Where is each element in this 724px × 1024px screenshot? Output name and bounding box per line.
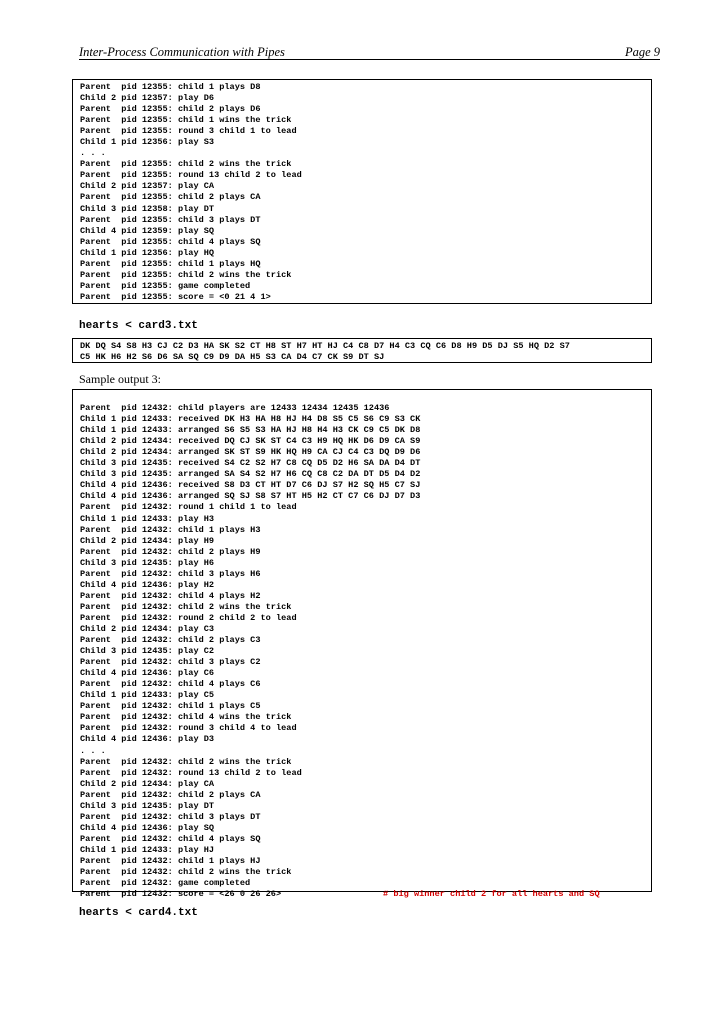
output-line: Parent pid 12355: game completed <box>80 280 251 291</box>
output-line: Parent pid 12355: child 1 plays D8 <box>80 82 261 92</box>
score-text: Parent pid 12432: score = <26 0 26 26> <box>80 889 282 900</box>
output-line: Parent pid 12355: child 2 wins the trick <box>80 159 292 170</box>
output-line: Parent pid 12432: child 1 plays H3 <box>80 524 261 535</box>
command-card4: hearts < card4.txt <box>79 907 198 919</box>
output-line: Parent pid 12432: child 4 plays H2 <box>80 590 261 601</box>
score-line <box>80 889 651 900</box>
output-line: C5 HK H6 H2 S6 D6 SA SQ C9 D9 DA H5 S3 CA D4 C7 CK S9 DT SJ <box>80 352 385 363</box>
output-line: Child 3 pid 12358: play DT <box>80 203 215 214</box>
output-line: Parent pid 12432: round 13 child 2 to lead <box>80 767 302 778</box>
output-line: Child 1 pid 12433: received DK H3 HA H8 HJ H4 D8 S5 C5 S6 C9 S3 CK <box>80 414 421 425</box>
output-line: Child 2 pid 12357: play CA <box>80 181 215 192</box>
output-line: Child 1 pid 12433: arranged S6 S5 S3 HA HJ H8 H4 H3 CK C9 C5 DK D8 <box>80 425 421 436</box>
output-line: Child 2 pid 12434: arranged SK ST S9 HK HQ H9 CA CJ C4 C3 DQ D9 D6 <box>80 447 421 458</box>
output-box-1 <box>72 79 652 304</box>
output-line: Parent pid 12432: round 1 child 1 to lead <box>80 502 297 513</box>
card3-input-box <box>72 338 652 363</box>
output-line: Child 2 pid 12434: play CA <box>80 778 215 789</box>
output-line: Parent pid 12355: child 4 plays SQ <box>80 236 261 247</box>
output-line: Parent pid 12432: child 3 plays DT <box>80 811 261 822</box>
output-line: Parent pid 12432: child 4 plays C6 <box>80 679 261 690</box>
output-line: Parent pid 12432: child 3 plays C2 <box>80 657 261 668</box>
output-line: Child 1 pid 12433: play H3 <box>80 513 215 524</box>
output-line: Child 2 pid 12434: play C3 <box>80 623 215 634</box>
page-number: Page 9 <box>624 45 660 59</box>
document-title: Inter-Process Communication with Pipes <box>79 45 285 59</box>
output-line: Parent pid 12355: child 1 plays HQ <box>80 258 261 269</box>
output-line: Parent pid 12432: round 2 child 2 to lead <box>80 612 297 623</box>
output-line: Child 3 pid 12435: play C2 <box>80 646 215 657</box>
output-line: Parent pid 12355: child 2 plays CA <box>80 192 261 203</box>
output-line: Parent pid 12432: child 2 plays C3 <box>80 635 261 646</box>
output-line: Parent pid 12432: child 2 wins the trick <box>80 756 292 767</box>
output-line: Parent pid 12432: child 4 wins the trick <box>80 712 292 723</box>
output-line: Child 1 pid 12356: play HQ <box>80 247 215 258</box>
sample-output-3-label: Sample output 3: <box>79 372 161 386</box>
output-line: Child 2 pid 12434: received DQ CJ SK ST C4 C3 H9 HQ HK D6 D9 CA S9 <box>80 436 421 447</box>
output-line: Child 3 pid 12435: received S4 C2 S2 H7 C8 CQ D5 D2 H6 SA DA D4 DT <box>80 458 421 469</box>
output-line: Parent pid 12355: score = <0 21 4 1> <box>80 291 271 302</box>
output-line: Parent pid 12432: child 1 plays C5 <box>80 701 261 712</box>
output-line: Child 4 pid 12359: play SQ <box>80 225 215 236</box>
output-line: Child 3 pid 12435: arranged SA S4 S2 H7 H6 CQ C8 C2 DA DT D5 D4 D2 <box>80 469 421 480</box>
output-line: Child 3 pid 12435: play H6 <box>80 557 215 568</box>
output-line: Parent pid 12432: round 3 child 4 to lead <box>80 723 297 734</box>
output-line: Child 4 pid 12436: received S8 D3 CT HT D7 C6 DJ S7 H2 SQ H5 C7 SJ <box>80 480 421 491</box>
output-line: Child 4 pid 12436: play C6 <box>80 668 215 679</box>
output-line: Child 1 pid 12356: play S3 <box>80 137 215 148</box>
output-line: Child 1 pid 12433: play C5 <box>80 690 215 701</box>
output-line: Parent pid 12355: child 1 wins the trick <box>80 115 292 126</box>
output-line: Child 2 pid 12357: play D6 <box>80 93 215 104</box>
output-line: Child 4 pid 12436: play D3 <box>80 734 215 745</box>
output-line: Parent pid 12355: child 2 wins the trick <box>80 269 292 280</box>
output-line: Parent pid 12432: child 2 plays H9 <box>80 546 261 557</box>
output-line: DK DQ S4 S8 H3 CJ C2 D3 HA SK S2 CT H8 ST H7 HT HJ C4 C8 D7 H4 C3 CQ C6 D8 H9 D5 DJ S5 HQ D2 S7 <box>80 341 570 351</box>
output-line: Parent pid 12432: child 2 plays CA <box>80 789 261 800</box>
output-box-3 <box>72 389 652 900</box>
output-line: Parent pid 12355: child 2 plays D6 <box>80 104 261 115</box>
output-line: Parent pid 12432: child 2 wins the trick <box>80 601 292 612</box>
output-line: Parent pid 12355: round 3 child 1 to lead <box>80 126 297 137</box>
output-line: Parent pid 12432: child players are 12433 12434 12435 12436 <box>80 403 390 414</box>
output-line: Child 4 pid 12436: play H2 <box>80 579 215 590</box>
output-line: Parent pid 12432: child 4 plays SQ <box>80 833 261 844</box>
command-card3: hearts < card3.txt <box>79 320 198 332</box>
output-line: Child 4 pid 12436: play SQ <box>80 822 215 833</box>
output-line: Child 2 pid 12434: play H9 <box>80 535 215 546</box>
output-line: . . . <box>80 148 106 159</box>
output-line: Parent pid 12432: child 2 wins the trick <box>80 867 292 878</box>
output-line: Parent pid 12432: game completed <box>80 878 251 889</box>
output-line: Parent pid 12355: child 3 plays DT <box>80 214 261 225</box>
output-line: Parent pid 12432: child 3 plays H6 <box>80 568 261 579</box>
page-header <box>79 45 660 60</box>
score-comment: # big winner child 2 for all hearts and SQ <box>383 889 600 900</box>
output-line: Parent pid 12432: child 1 plays HJ <box>80 855 261 866</box>
output-line: Child 4 pid 12436: arranged SQ SJ S8 S7 HT H5 H2 CT C7 C6 DJ D7 D3 <box>80 491 421 502</box>
output-line: Child 1 pid 12433: play HJ <box>80 844 215 855</box>
output-line: . . . <box>80 745 106 756</box>
output-line: Child 3 pid 12435: play DT <box>80 800 215 811</box>
output-line: Parent pid 12355: round 13 child 2 to lead <box>80 170 302 181</box>
